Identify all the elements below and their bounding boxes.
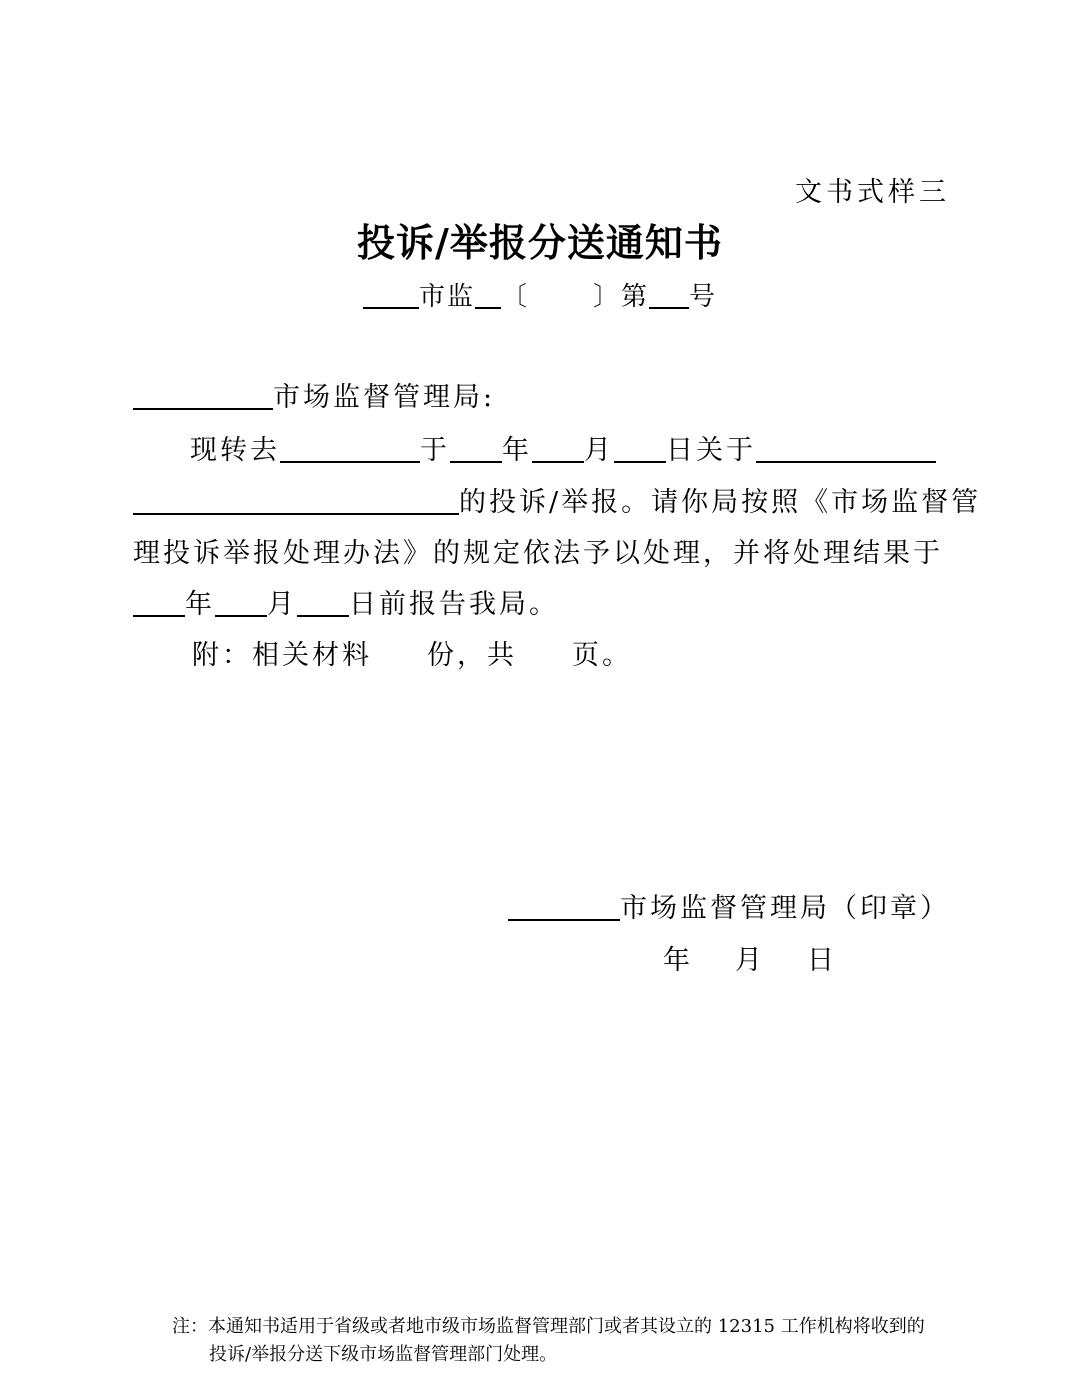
blank-month [532,433,584,463]
footnote-line-2: 投诉/举报分送下级市场监督管理部门处理。 [209,1344,558,1365]
addressee-suffix: 市场监督管理局: [273,382,496,413]
yu-label: 于 [420,435,450,466]
blank-subject-2 [133,485,459,515]
footnote [172,1313,925,1369]
blank-number [649,280,689,309]
document-number-line [0,276,1080,313]
blank-deadline-year [133,587,185,617]
footnote-line-1: 注：本通知书适用于省级或者地市级市场监督管理部门或者其设立的 12315 工作机构将收到的 [172,1316,925,1337]
blank-signature-org [508,891,620,921]
signature-ri-label: 日 [807,945,837,976]
bracket-close: 〕 [592,282,621,312]
blank-deadline-month [215,587,267,617]
attachment-prefix: 附：相关材料 [192,640,372,671]
body-line-2-text: 的投诉/举报。请你局按照《市场监督管 [459,487,982,518]
signature-org-suffix: 市场监督管理局（印章） [620,893,950,924]
transfer-intro: 现转去 [190,435,280,466]
di-label: 第 [621,282,650,312]
blank-addressee-org [133,380,273,410]
signature-nian-label: 年 [663,945,693,976]
deadline-report-label: 日前报告我局。 [349,589,559,620]
body-line-4 [133,582,559,621]
ri-guanyu-label: 日关于 [666,435,756,466]
attachment-line [192,633,632,672]
blank-region [363,280,419,309]
body-line-2 [133,480,981,519]
blank-abbrev [475,280,501,309]
deadline-nian-label: 年 [185,589,215,620]
blank-day [614,433,666,463]
attachment-fen-label: 份，共 [427,640,517,671]
addressee-line [133,375,495,414]
bracket-open: 〔 [500,282,529,312]
signature-yue-label: 月 [735,945,765,976]
yue-label: 月 [584,435,614,466]
signature-org-line [508,886,950,925]
document-title: 投诉/举报分送通知书 [357,220,723,265]
attachment-ye-label: 页。 [572,640,632,671]
body-line-1 [133,428,936,467]
blank-deadline-day [297,587,349,617]
blank-subject-1 [756,433,936,463]
body-line-3-text: 理投诉举报处理办法》的规定依法予以处理，并将处理结果于 [133,538,943,569]
body-line-3 [133,531,943,570]
nian-label: 年 [502,435,532,466]
document-type-label: 文书式样三 [795,177,950,208]
blank-year [450,433,502,463]
signature-date-line [663,938,837,977]
hao-label: 号 [689,282,718,312]
blank-complainant [280,433,420,463]
shi-jian-label: 市监 [418,282,475,312]
deadline-yue-label: 月 [267,589,297,620]
